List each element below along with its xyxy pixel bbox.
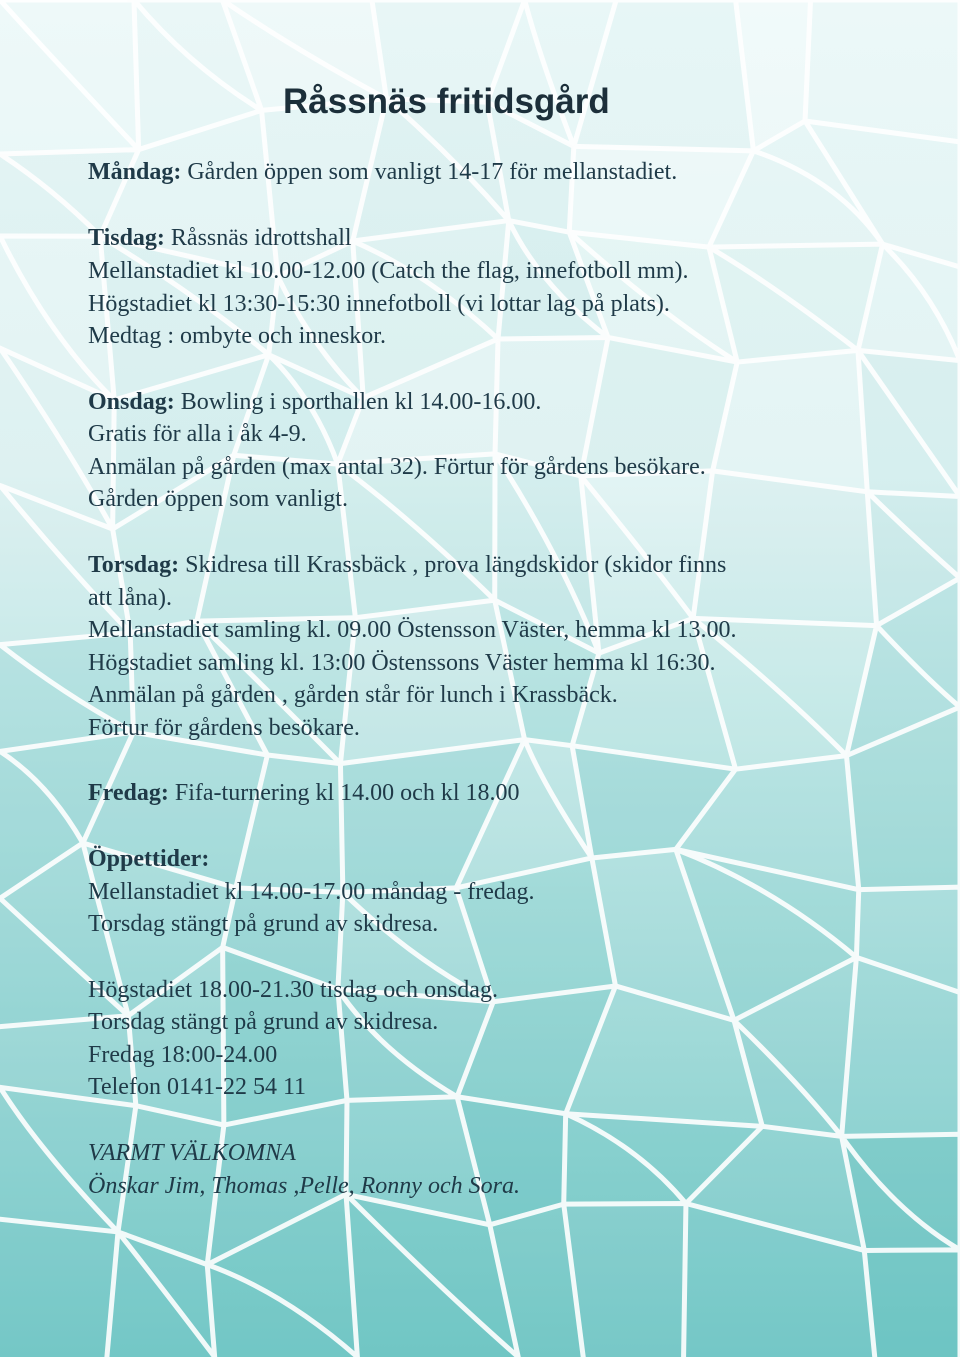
wednesday-detail: Gratis för alla i åk 4-9. — [88, 421, 307, 447]
hours-line: Högstadiet 18.00-21.30 tisdag och onsdag. — [88, 977, 498, 1003]
background-cell — [805, 0, 960, 142]
wednesday-detail: Gården öppen som vanligt. — [88, 486, 348, 512]
hours-line: Fredag 18:00-24.00 — [88, 1042, 278, 1068]
thursday-detail: Högstadiet samling kl. 13:00 Östenssons Väster hemma kl 16:30. — [88, 650, 716, 676]
thursday-detail: att låna). — [88, 585, 172, 611]
thursday-detail: Anmälan på gården , gården står för lunch i Krassbäck. — [88, 682, 618, 708]
wednesday-text: Bowling i sporthallen kl 14.00-16.00. — [174, 389, 542, 415]
tuesday-detail: Högstadiet kl 13:30-15:30 innefotboll (vi lottar lag på plats). — [88, 291, 670, 317]
friday-label: Fredag: — [88, 780, 169, 806]
wednesday-detail: Anmälan på gården (max antal 32). Förtur för gårdens besökare. — [88, 454, 706, 480]
monday-line — [88, 155, 677, 189]
phone-line: Telefon 0141-22 54 11 — [88, 1074, 307, 1100]
wednesday-label: Onsdag: — [88, 389, 175, 415]
signature-text: Önskar Jim, Thomas ,Pelle, Ronny och Sora. — [88, 1173, 520, 1199]
thursday-text: Skidresa till Krassbäck , prova längdskidor (skidor finns — [179, 552, 727, 578]
friday-line — [88, 776, 520, 810]
friday-text: Fifa-turnering kl 14.00 och kl 18.00 — [168, 780, 520, 806]
welcome-text: VARMT VÄLKOMNA — [88, 1140, 296, 1166]
hours-line: Torsdag stängt på grund av skidresa. — [88, 1009, 439, 1035]
hours-heading: Öppettider: — [88, 846, 210, 872]
page-title: Råssnäs fritidsgård — [283, 82, 610, 121]
tuesday-label: Tisdag: — [88, 225, 165, 251]
thursday-detail: Förtur för gårdens besökare. — [88, 715, 360, 741]
tuesday-detail: Medtag : ombyte och inneskor. — [88, 323, 386, 349]
thursday-line — [88, 548, 726, 582]
tuesday-line — [88, 221, 352, 255]
hours-line: Torsdag stängt på grund av skidresa. — [88, 911, 439, 937]
thursday-label: Torsdag: — [88, 552, 180, 578]
tuesday-detail: Mellanstadiet kl 10.00-12.00 (Catch the flag, innefotboll mm). — [88, 258, 689, 284]
monday-text: Gården öppen som vanligt 14-17 för mellanstadiet. — [181, 159, 678, 185]
thursday-detail: Mellanstadiet samling kl. 09.00 Östensson Väster, hemma kl 13.00. — [88, 617, 737, 643]
monday-label: Måndag: — [88, 159, 182, 185]
tuesday-text: Råssnäs idrottshall — [164, 225, 352, 251]
hours-line: Mellanstadiet kl 14.00-17.00 måndag - fredag. — [88, 879, 535, 905]
background-cell — [0, 1219, 118, 1357]
background-cell — [864, 1250, 960, 1357]
wednesday-line — [88, 385, 541, 419]
